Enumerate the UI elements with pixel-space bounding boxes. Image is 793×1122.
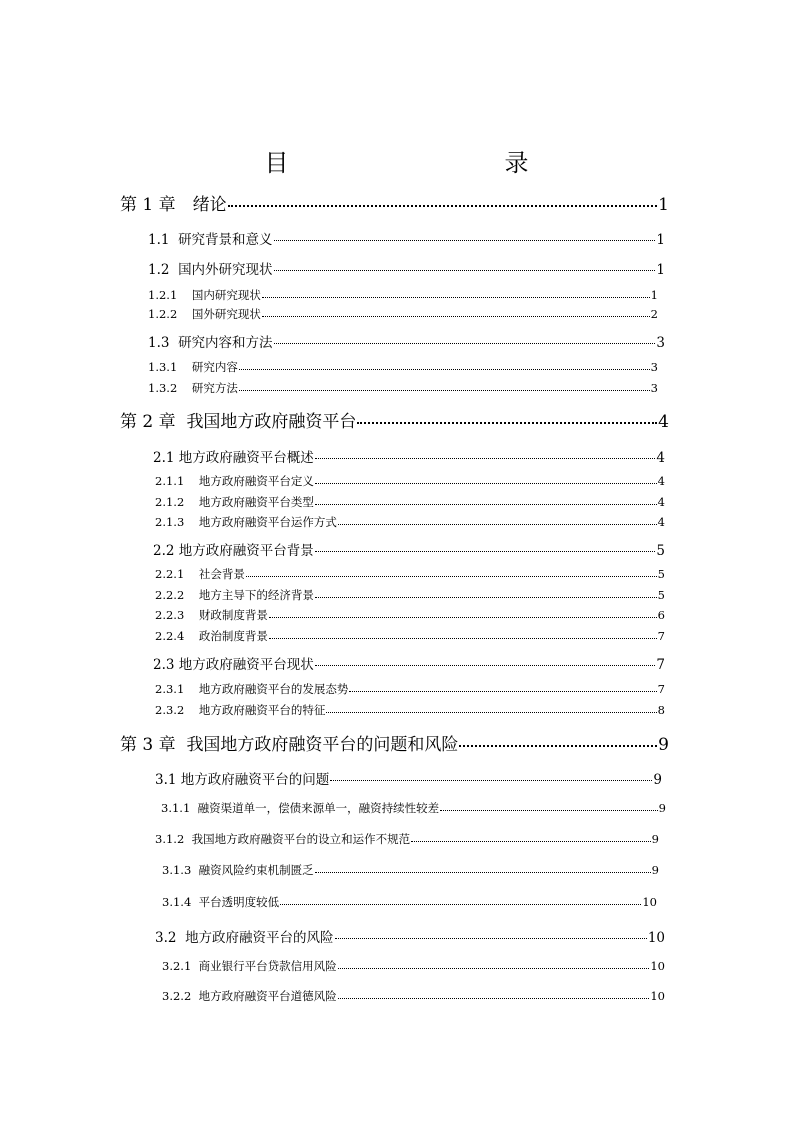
toc-entry-number: 2.3 — [153, 657, 179, 673]
toc-entry-page: 10 — [647, 930, 665, 946]
toc-entry-number: 2.3.2 — [155, 703, 199, 717]
toc-entry-1-2-2[interactable] — [148, 306, 658, 322]
toc-entry-title: 研究方法 — [191, 381, 238, 395]
toc-entry-1-3-2[interactable] — [148, 380, 658, 396]
toc-entry-title: 地方政府融资平台运作方式 — [198, 515, 337, 529]
toc-entry-1-2-1[interactable] — [148, 287, 658, 303]
toc-entry-2-2-1[interactable] — [155, 566, 665, 582]
dot-leader — [338, 991, 650, 998]
toc-entry-number: 3.1.3 — [162, 863, 199, 877]
toc-entry-page: 7 — [657, 682, 665, 696]
toc-entry-page: 9 — [658, 735, 669, 755]
toc-entry-title: 地方政府融资平台类型 — [198, 495, 314, 509]
toc-entry-number: 3.2.1 — [162, 959, 199, 973]
toc-entry-ch3[interactable] — [120, 730, 669, 755]
toc-entry-1-2[interactable] — [148, 258, 665, 278]
toc-entry-page: 10 — [650, 959, 665, 973]
toc-entry-title: 政治制度背景 — [198, 629, 268, 643]
dot-leader — [274, 336, 656, 344]
toc-entry-title: 平台透明度较低 — [198, 895, 280, 909]
toc-entry-page: 7 — [657, 629, 665, 643]
toc-entry-page: 9 — [658, 801, 666, 815]
toc-entry-2-1-2[interactable] — [155, 494, 665, 510]
toc-entry-title: 国内外研究现状 — [178, 262, 273, 278]
toc-entry-number: 3.2 — [155, 930, 186, 946]
dot-leader — [246, 569, 657, 576]
toc-entry-page: 10 — [650, 989, 665, 1003]
toc-entry-3-1-2[interactable] — [155, 831, 659, 847]
toc-entry-3-1-1[interactable] — [161, 800, 666, 816]
toc-entry-number: 1.1 — [148, 232, 179, 248]
dot-leader — [315, 590, 657, 597]
toc-entry-ch2[interactable] — [120, 407, 669, 432]
toc-entry-number: 1.2 — [148, 262, 179, 278]
dot-leader — [315, 451, 656, 459]
toc-entry-number: 3.2.2 — [162, 989, 199, 1003]
dot-leader — [274, 263, 656, 271]
toc-entry-title: 国内研究现状 — [191, 288, 261, 302]
toc-entry-title: 国外研究现状 — [191, 307, 261, 321]
toc-entry-number: 第 2 章 — [120, 412, 187, 432]
toc-entry-page: 1 — [650, 288, 658, 302]
toc-entry-title: 研究内容 — [191, 360, 238, 374]
toc-entry-number: 1.3.1 — [148, 360, 192, 374]
toc-entry-page: 9 — [651, 832, 659, 846]
dot-leader — [315, 658, 656, 666]
toc-entry-2-1-3[interactable] — [155, 514, 665, 530]
toc-entry-page: 3 — [650, 381, 658, 395]
toc-entry-2-3-2[interactable] — [155, 702, 665, 718]
toc-entry-title: 地方政府融资平台定义 — [198, 474, 314, 488]
toc-entry-title: 我国地方政府融资平台的问题和风险 — [186, 735, 459, 755]
dot-leader — [269, 610, 657, 617]
page-title: 目 录 — [264, 149, 585, 177]
dot-leader — [335, 931, 647, 939]
dot-leader — [330, 773, 652, 781]
toc-entry-page: 5 — [657, 588, 665, 602]
toc-entry-page: 3 — [656, 335, 665, 351]
toc-entry-number: 3.1.1 — [161, 801, 198, 815]
dot-leader — [228, 196, 658, 207]
toc-entry-number: 2.2 — [153, 543, 179, 559]
toc-entry-2-1-1[interactable] — [155, 473, 665, 489]
dot-leader — [338, 517, 657, 524]
toc-entry-title: 我国地方政府融资平台的设立和运作不规范 — [191, 832, 411, 846]
dot-leader — [269, 631, 657, 638]
toc-entry-number: 2.1 — [153, 450, 179, 466]
toc-entry-2-3[interactable] — [153, 653, 665, 673]
toc-entry-title: 地方政府融资平台现状 — [178, 657, 314, 673]
toc-entry-page: 9 — [653, 772, 662, 788]
toc-entry-number: 第 3 章 — [120, 735, 187, 755]
toc-entry-title: 地方政府融资平台概述 — [178, 450, 314, 466]
toc-entry-title: 地方主导下的经济背景 — [198, 588, 314, 602]
toc-entry-page: 9 — [651, 863, 659, 877]
toc-entry-title: 地方政府融资平台道德风险 — [198, 989, 337, 1003]
toc-entry-page: 4 — [657, 474, 665, 488]
toc-entry-number: 1.2.1 — [148, 288, 192, 302]
toc-entry-page: 7 — [656, 657, 665, 673]
toc-entry-page: 3 — [650, 360, 658, 374]
dot-leader — [315, 544, 656, 552]
toc-entry-ch1[interactable] — [120, 190, 669, 215]
toc-entry-title: 研究内容和方法 — [178, 335, 273, 351]
dot-leader — [338, 961, 650, 968]
toc-entry-number: 1.2.2 — [148, 307, 192, 321]
toc-entry-2-3-1[interactable] — [155, 681, 665, 697]
toc-entry-number: 3.1.4 — [162, 895, 199, 909]
dot-leader — [459, 736, 657, 747]
toc-entry-title: 地方政府融资平台背景 — [178, 543, 314, 559]
toc-entry-2-2[interactable] — [153, 539, 665, 559]
toc-entry-title: 绪论 — [192, 195, 227, 215]
toc-entry-page: 10 — [642, 895, 657, 909]
toc-entry-2-2-2[interactable] — [155, 587, 665, 603]
toc-entry-title: 地方政府融资平台的风险 — [185, 930, 334, 946]
toc-entry-page: 2 — [650, 307, 658, 321]
toc-entry-3-1-4[interactable] — [162, 894, 657, 910]
dot-leader — [315, 865, 651, 872]
toc-entry-1-3-1[interactable] — [148, 359, 658, 375]
toc-entry-number: 2.2.4 — [155, 629, 199, 643]
toc-entry-title: 我国地方政府融资平台 — [186, 412, 357, 432]
toc-entry-page: 5 — [657, 567, 665, 581]
toc-entry-title: 社会背景 — [198, 567, 245, 581]
dot-leader — [357, 413, 657, 424]
dot-leader — [411, 834, 651, 841]
toc-entry-number: 2.2.3 — [155, 608, 199, 622]
toc-entry-number: 2.1.2 — [155, 495, 199, 509]
dot-leader — [440, 803, 658, 810]
toc-entry-3-1-3[interactable] — [162, 862, 659, 878]
toc-entry-number: 2.2.2 — [155, 588, 199, 602]
toc-entry-number: 2.1.1 — [155, 474, 199, 488]
toc-entry-1-1[interactable] — [148, 228, 665, 248]
toc-entry-page: 4 — [658, 412, 669, 432]
dot-leader — [274, 233, 656, 241]
toc-entry-number: 1.3.2 — [148, 381, 192, 395]
toc-entry-page: 4 — [656, 450, 665, 466]
toc-entry-title: 商业银行平台贷款信用风险 — [198, 959, 337, 973]
toc-entry-number: 2.2.1 — [155, 567, 199, 581]
toc-entry-2-2-3[interactable] — [155, 607, 665, 623]
toc-entry-3-2[interactable] — [155, 926, 665, 946]
toc-entry-page: 5 — [656, 543, 665, 559]
toc-entry-3-1[interactable] — [155, 768, 662, 788]
toc-entry-page: 1 — [658, 195, 669, 215]
toc-entry-number: 3.1.2 — [155, 832, 192, 846]
toc-entry-title: 研究背景和意义 — [178, 232, 273, 248]
toc-entry-page: 1 — [656, 262, 665, 278]
toc-entry-3-2-2[interactable] — [162, 988, 665, 1004]
toc-entry-title: 地方政府融资平台的发展态势 — [198, 682, 349, 696]
toc-entry-page: 4 — [657, 515, 665, 529]
toc-entry-number: 1.3 — [148, 335, 179, 351]
toc-entry-3-2-1[interactable] — [162, 958, 665, 974]
dot-leader — [239, 383, 650, 390]
dot-leader — [262, 290, 650, 297]
toc-entry-page: 1 — [656, 232, 665, 248]
dot-leader — [280, 897, 641, 904]
toc-entry-number: 第 1 章 — [120, 195, 193, 215]
toc-entry-page: 8 — [657, 703, 665, 717]
toc-entry-number: 2.1.3 — [155, 515, 199, 529]
dot-leader — [326, 705, 656, 712]
toc-entry-2-1[interactable] — [153, 446, 665, 466]
toc-entry-2-2-4[interactable] — [155, 628, 665, 644]
toc-entry-title: 融资风险约束机制匮乏 — [198, 863, 314, 877]
toc-entry-title: 地方政府融资平台的特征 — [198, 703, 326, 717]
dot-leader — [239, 362, 650, 369]
toc-entry-title: 地方政府融资平台的问题 — [180, 772, 330, 788]
toc-entry-page: 6 — [657, 608, 665, 622]
toc-entry-number: 2.3.1 — [155, 682, 199, 696]
dot-leader — [315, 476, 657, 483]
toc-entry-1-3[interactable] — [148, 331, 665, 351]
toc-entry-title: 财政制度背景 — [198, 608, 268, 622]
toc-entry-number: 3.1 — [155, 772, 181, 788]
dot-leader — [349, 684, 656, 691]
dot-leader — [315, 497, 657, 504]
toc-entry-page: 4 — [657, 495, 665, 509]
dot-leader — [262, 309, 650, 316]
toc-entry-title: 融资渠道单一，偿债来源单一，融资持续性较差 — [197, 801, 440, 815]
